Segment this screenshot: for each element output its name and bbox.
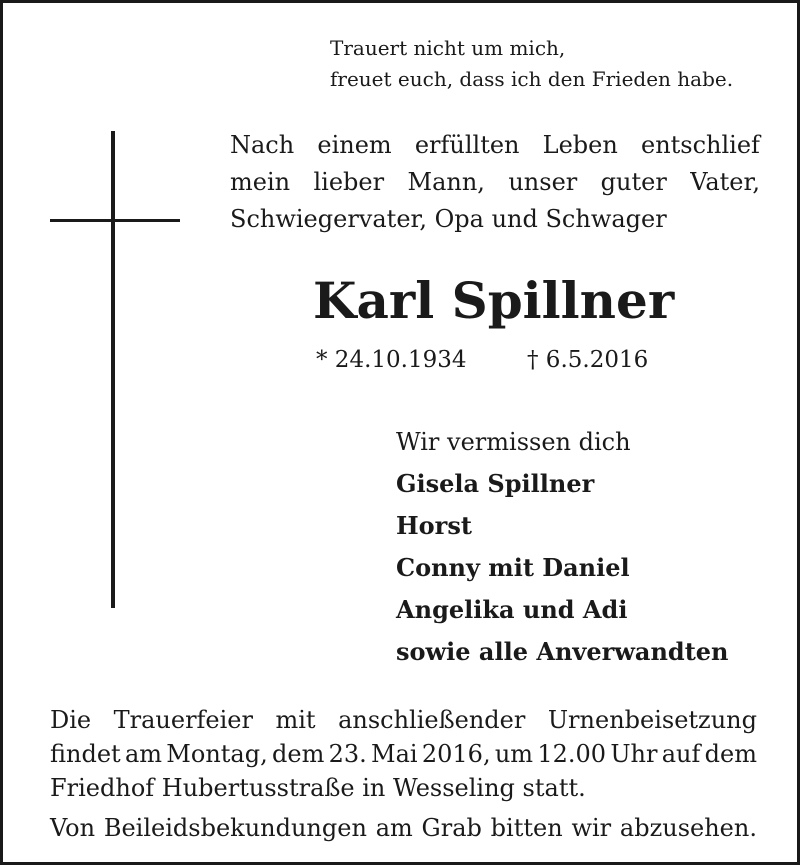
word: Die bbox=[50, 706, 92, 734]
word: am bbox=[375, 814, 413, 842]
word: entschlief bbox=[640, 131, 760, 159]
mourners-lead: Wir vermissen dich bbox=[396, 428, 631, 456]
word: anschließender bbox=[338, 706, 526, 734]
motto-line: freuet euch, dass ich den Frieden habe. bbox=[330, 67, 734, 91]
intro-line: Schwiegervater, Opa und Schwager bbox=[230, 205, 667, 233]
word: Mann, bbox=[407, 168, 485, 196]
motto-line: Trauert nicht um mich, bbox=[330, 36, 566, 60]
word: wir bbox=[571, 814, 612, 842]
word: Urnenbeisetzung bbox=[547, 706, 757, 734]
motto bbox=[330, 33, 733, 95]
word: 23. bbox=[328, 740, 367, 768]
word: Mai bbox=[371, 740, 418, 768]
word: unser bbox=[508, 168, 578, 196]
word: 12.00 bbox=[537, 740, 607, 768]
cross-horizontal-bar bbox=[50, 219, 180, 222]
intro-text bbox=[230, 127, 760, 238]
mourner-name: Angelika und Adi bbox=[396, 595, 628, 624]
word: bitten bbox=[490, 814, 563, 842]
ceremony-line: Friedhof Hubertusstraße in Wesseling statt. bbox=[50, 774, 586, 802]
word: auf bbox=[661, 740, 701, 768]
cross-vertical-bar bbox=[111, 131, 115, 608]
word: am bbox=[124, 740, 163, 768]
word: mein bbox=[230, 168, 291, 196]
intro-line bbox=[230, 127, 760, 164]
word: lieber bbox=[313, 168, 385, 196]
word: dem bbox=[272, 740, 325, 768]
word: Beileidsbekundungen bbox=[103, 814, 367, 842]
ceremony-line bbox=[50, 703, 757, 737]
word: Leben bbox=[542, 131, 618, 159]
death-date: † 6.5.2016 bbox=[527, 347, 649, 373]
word: Trauerfeier bbox=[113, 706, 253, 734]
word: guter bbox=[600, 168, 667, 196]
ceremony-line bbox=[50, 737, 757, 771]
birth-date: * 24.10.1934 bbox=[316, 347, 467, 373]
ceremony-info bbox=[50, 703, 757, 805]
mourner-name: Conny mit Daniel bbox=[396, 553, 630, 582]
word: erfüllten bbox=[414, 131, 520, 159]
word: dem bbox=[704, 740, 757, 768]
word: 2016, bbox=[421, 740, 491, 768]
word: Nach bbox=[230, 131, 295, 159]
mourner-name: Horst bbox=[396, 511, 472, 540]
mourner-name: Gisela Spillner bbox=[396, 469, 595, 498]
word: Grab bbox=[421, 814, 482, 842]
word: findet bbox=[50, 740, 121, 768]
word: mit bbox=[275, 706, 316, 734]
mourners-block bbox=[396, 421, 729, 673]
word: um bbox=[494, 740, 534, 768]
word: abzusehen. bbox=[619, 814, 757, 842]
word: Uhr bbox=[610, 740, 658, 768]
mourner-name: sowie alle Anverwandten bbox=[396, 637, 729, 666]
intro-line bbox=[230, 164, 760, 201]
closing-note bbox=[50, 811, 757, 845]
word: Vater, bbox=[690, 168, 760, 196]
deceased-name: Karl Spillner bbox=[313, 271, 675, 330]
word: Von bbox=[50, 814, 96, 842]
word: einem bbox=[317, 131, 392, 159]
word: Montag, bbox=[166, 740, 268, 768]
